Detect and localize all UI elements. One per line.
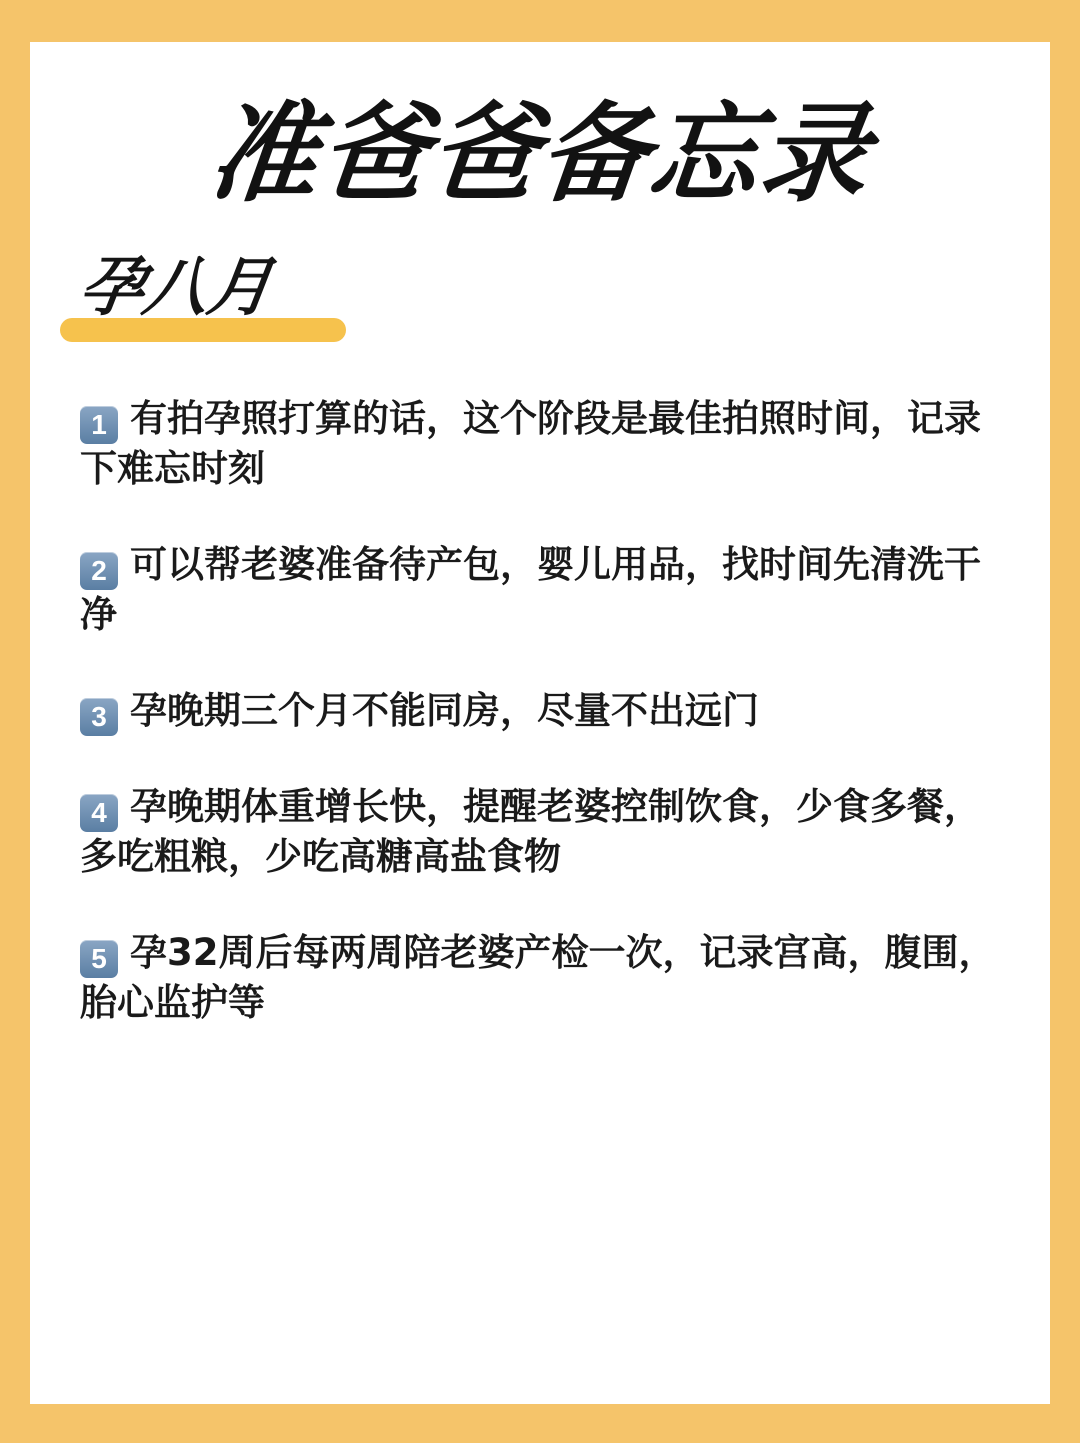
item-text: 可以帮老婆准备待产包，婴儿用品，找时间先清洗干净 bbox=[80, 543, 981, 636]
page-title: 准爸爸备忘录 bbox=[203, 92, 877, 217]
list-item bbox=[80, 394, 1010, 494]
item-text: 孕晚期体重增长快，提醒老婆控制饮食，少食多餐，多吃粗粮，少吃高糖高盐食物 bbox=[80, 785, 981, 878]
item-text: 有拍孕照打算的话，这个阶段是最佳拍照时间，记录下难忘时刻 bbox=[80, 397, 981, 490]
item-text: 孕晚期三个月不能同房，尽量不出远门 bbox=[130, 689, 759, 732]
number-2-icon: 2 bbox=[80, 552, 118, 590]
section-title: 孕八月 bbox=[74, 251, 278, 325]
number-4-icon: 4 bbox=[80, 794, 118, 832]
item-text: 孕32周后每两周陪老婆产检一次，记录宫高，腹围，胎心监护等 bbox=[80, 931, 996, 1024]
memo-list bbox=[80, 394, 1010, 1074]
list-item bbox=[80, 928, 1010, 1028]
list-item bbox=[80, 540, 1010, 640]
list-item bbox=[80, 782, 1010, 882]
number-5-icon: 5 bbox=[80, 940, 118, 978]
memo-card bbox=[30, 42, 1050, 1404]
number-1-icon: 1 bbox=[80, 406, 118, 444]
number-3-icon: 3 bbox=[80, 698, 118, 736]
list-item bbox=[80, 686, 1010, 736]
